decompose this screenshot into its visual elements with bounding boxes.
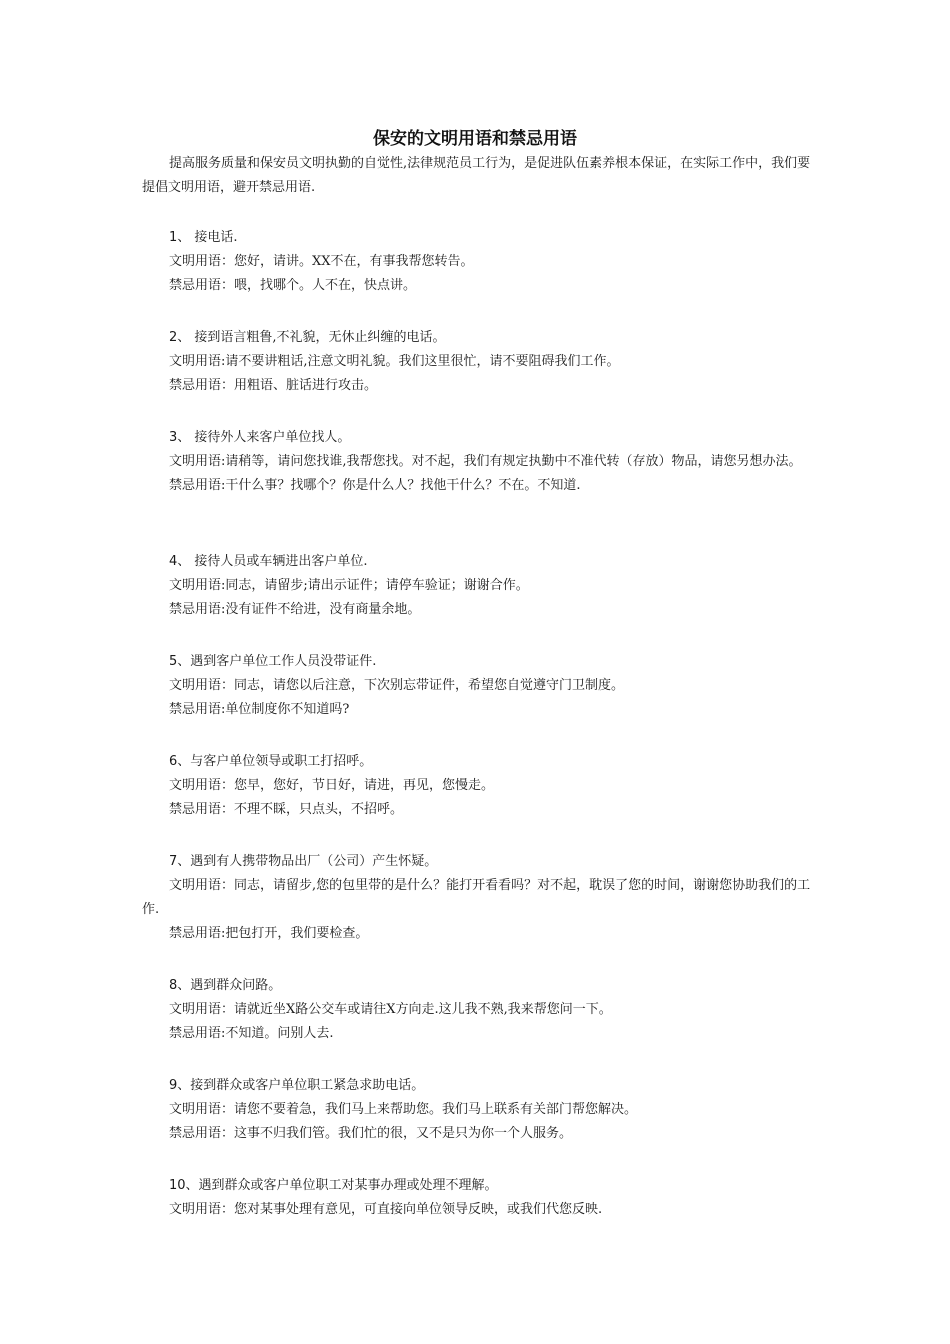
forbidden-phrase: 禁忌用语：不理不睬，只点头，不招呼。 [169,802,404,817]
forbidden-phrase: 禁忌用语：喂，找哪个。人不在，快点讲。 [169,278,417,293]
forbidden-phrase: 禁忌用语：用粗语、脏话进行攻击。 [169,378,378,393]
section-heading [142,650,814,674]
section-2 [142,326,814,398]
polite-phrase: 文明用语：您好，请讲。XX不在，有事我帮您转告。 [169,254,474,269]
forbidden-phrase: 禁忌用语:单位制度你不知道吗? [169,702,350,717]
section-heading-text: 接待外人来客户单位找人。 [190,430,351,445]
section-heading-text: 遇到客户单位工作人员没带证件. [190,654,377,669]
section-1 [142,226,814,298]
polite-phrase: 文明用语:请不要讲粗话,注意文明礼貌。我们这里很忙，请不要阻碍我们工作。 [169,354,620,369]
section-7 [142,850,814,946]
section-number: 7、 [169,854,191,869]
section-heading [142,750,814,774]
section-heading [142,550,814,574]
section-5 [142,650,814,722]
polite-phrase: 文明用语:请稍等，请问您找谁,我帮您找。对不起，我们有规定执勤中不准代转（存放）物品，请您另想办法。 [169,454,802,469]
section-heading-text: 接到语言粗鲁,不礼貌，无休止纠缠的电话。 [190,330,446,345]
intro-paragraph: 提高服务质量和保安员文明执勤的自觉性,法律规范员工行为，是促进队伍素养根本保证，在实际工作中，我们要提倡文明用语，避开禁忌用语. [142,156,811,195]
polite-phrase: 文明用语：请就近坐X路公交车或请往X方向走.这儿我不熟,我来帮您问一下。 [169,1002,612,1017]
polite-phrase: 文明用语:同志，请留步;请出示证件；请停车验证；谢谢合作。 [169,578,529,593]
section-6 [142,750,814,822]
polite-phrase: 文明用语：同志，请您以后注意，下次别忘带证件，希望您自觉遵守门卫制度。 [169,678,625,693]
section-number: 3、 [169,430,191,445]
section-heading [142,226,814,250]
polite-phrase: 文明用语：请您不要着急，我们马上来帮助您。我们马上联系有关部门帮您解决。 [169,1102,638,1117]
forbidden-phrase: 禁忌用语:不知道。问别人去. [169,1026,334,1041]
section-heading-text: 与客户单位领导或职工打招呼。 [190,754,373,769]
section-number: 10、 [169,1178,199,1193]
section-number: 1、 [169,230,191,245]
section-number: 6、 [169,754,191,769]
section-heading-text: 遇到有人携带物品出厂（公司）产生怀疑。 [190,854,438,869]
section-number: 9、 [169,1078,191,1093]
polite-phrase: 文明用语：同志，请留步,您的包里带的是什么？能打开看看吗？对不起，耽误了您的时间，谢谢您协助我们的工作. [142,878,811,917]
forbidden-phrase: 禁忌用语：这事不归我们管。我们忙的很，又不是只为你一个人服务。 [169,1126,573,1141]
section-heading-text: 接待人员或车辆进出客户单位. [190,554,368,569]
forbidden-phrase: 禁忌用语:没有证件不给进，没有商量余地。 [169,602,421,617]
section-9 [142,1074,814,1146]
forbidden-phrase: 禁忌用语:把包打开，我们要检查。 [169,926,369,941]
section-8 [142,974,814,1046]
section-heading-text: 接电话. [190,230,238,245]
section-heading-text: 遇到群众问路。 [190,978,282,993]
section-number: 8、 [169,978,191,993]
section-number: 5、 [169,654,191,669]
section-10 [142,1174,814,1222]
section-3 [142,426,814,498]
polite-phrase: 文明用语：您对某事处理有意见，可直接向单位领导反映，或我们代您反映. [169,1202,603,1217]
section-heading [142,850,814,874]
section-number: 4、 [169,554,191,569]
section-heading [142,326,814,350]
forbidden-phrase: 禁忌用语:干什么事？找哪个？你是什么人？找他干什么？不在。不知道. [169,478,581,493]
section-heading [142,1174,814,1198]
section-heading-text: 接到群众或客户单位职工紧急求助电话。 [190,1078,425,1093]
section-heading [142,974,814,998]
section-heading [142,426,814,450]
polite-phrase: 文明用语：您早，您好，节日好，请进，再见，您慢走。 [169,778,495,793]
section-4 [142,550,814,622]
page-title: 保安的文明用语和禁忌用语 [373,129,577,149]
section-heading-text: 遇到群众或客户单位职工对某事办理或处理不理解。 [198,1178,498,1193]
section-number: 2、 [169,330,191,345]
section-heading [142,1074,814,1098]
